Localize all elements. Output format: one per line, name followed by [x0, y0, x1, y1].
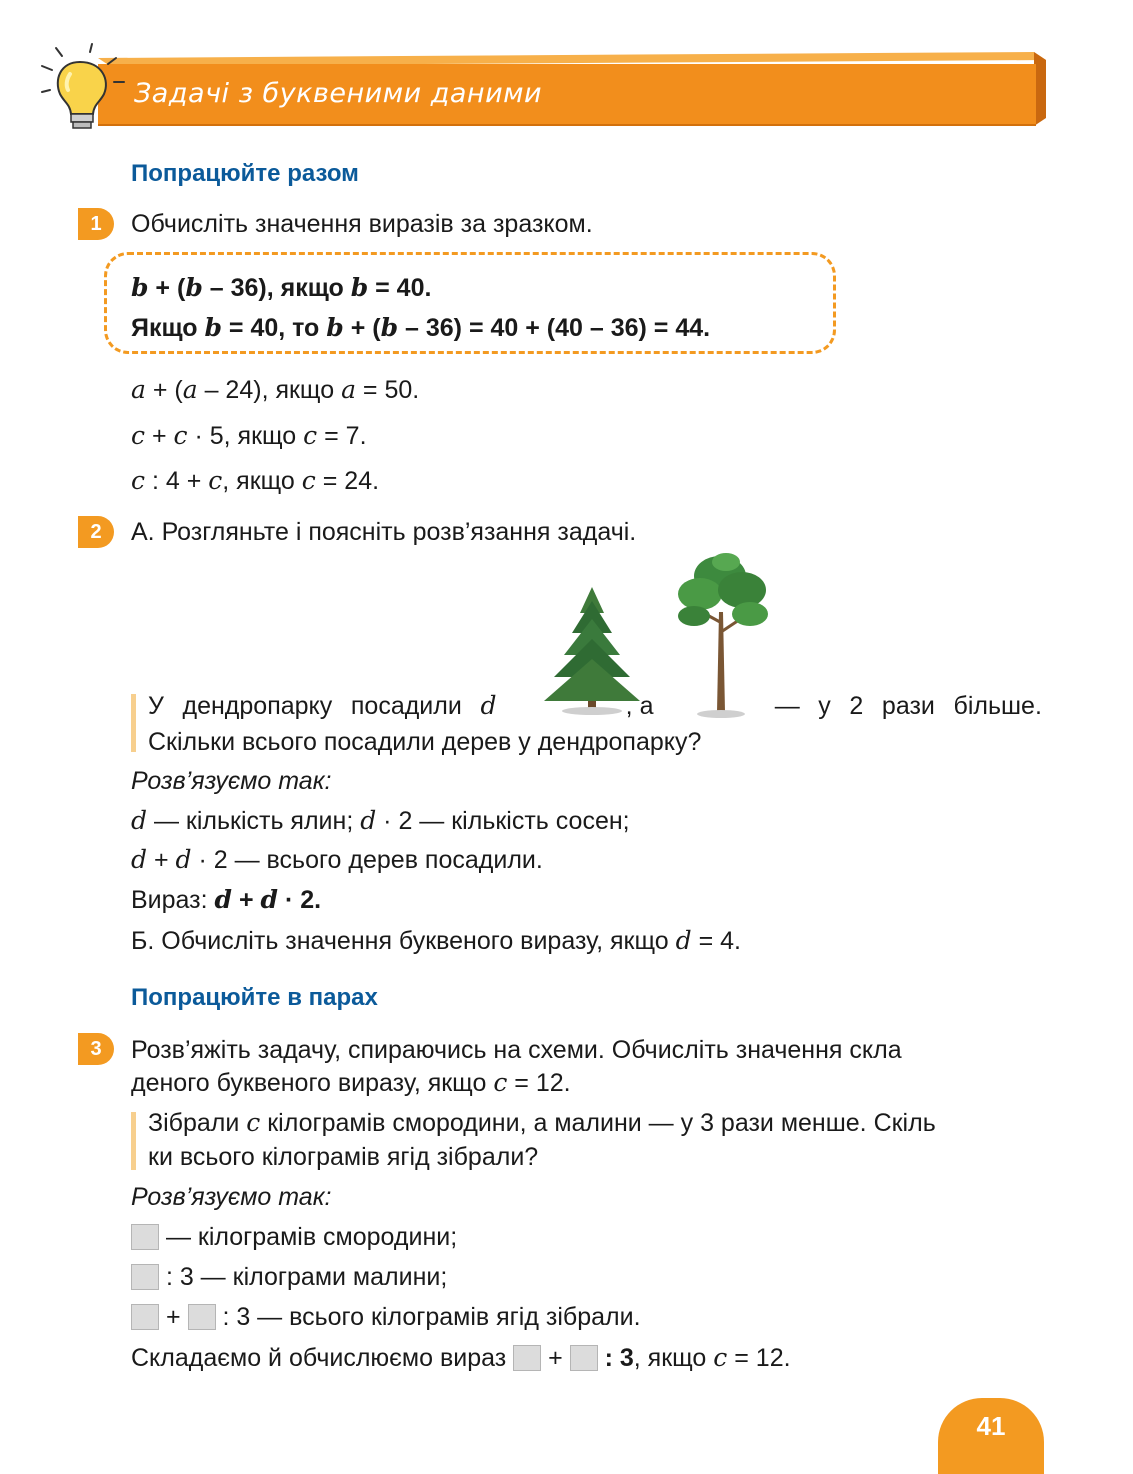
var-b: b: [326, 313, 344, 342]
task2-solve-label: Розв’язуємо так:: [131, 767, 332, 795]
blank-box[interactable]: [188, 1304, 216, 1330]
blank-box[interactable]: [131, 1264, 159, 1290]
blank-box[interactable]: [570, 1345, 598, 1371]
problem-side-bar: [131, 1112, 136, 1170]
var-b: b: [185, 273, 203, 302]
var-b: b: [350, 273, 369, 302]
chapter-title: Задачі з буквеними даними: [134, 78, 543, 109]
page-number: 41: [938, 1398, 1044, 1474]
task3-instruction-line-2: деного буквеного виразу, якщо c = 12.: [131, 1068, 571, 1097]
task3-problem-line-1: Зібрали c кілограмів смородини, а малини — у 3 рази менше. Скіль: [148, 1108, 936, 1137]
section-heading-pairs: Попрацюйте в парах: [131, 984, 378, 1011]
task3-step-3: + : 3 — всього кілограмів ягід зібрали.: [131, 1302, 641, 1332]
blank-box[interactable]: [131, 1304, 159, 1330]
task1-item-2: c + c · 5, якщо c = 7.: [131, 421, 367, 450]
var-b: b: [380, 313, 399, 342]
task2-instruction: А. Розгляньте і поясніть розв’язання задачі.: [131, 518, 637, 546]
task3-final: Складаємо й обчислюємо вираз + : 3, якщо c = 12.: [131, 1343, 791, 1372]
section-heading-together: Попрацюйте разом: [131, 160, 359, 187]
task1-instruction: Обчисліть значення виразів за зразком.: [131, 210, 593, 238]
task-number-2: 2: [78, 516, 114, 548]
task3-solve-label: Розв’язуємо так:: [131, 1183, 332, 1211]
blank-box[interactable]: [131, 1224, 159, 1250]
var-b: b: [204, 313, 222, 342]
example-line-2: Якщо b = 40, то b + (b – 36) = 40 + (40 – 36) = 44.: [131, 313, 711, 342]
problem-side-bar: [131, 694, 136, 752]
task-number-1: 1: [78, 208, 114, 240]
task1-item-1: a + (a – 24), якщо a = 50.: [131, 375, 420, 404]
task3-step-2: : 3 — кілограми малини;: [131, 1262, 447, 1292]
task2-expression: Вираз: d + d · 2.: [131, 885, 322, 914]
task-number-3: 3: [78, 1033, 114, 1065]
blank-box[interactable]: [513, 1345, 541, 1371]
task2-step-2: d + d · 2 — всього дерев посадили.: [131, 845, 543, 874]
lightbulb-icon: [40, 42, 130, 134]
task2-part-b: Б. Обчисліть значення буквеного виразу, якщо d = 4.: [131, 926, 741, 955]
example-line-1: b + (b – 36), якщо b = 40.: [131, 273, 432, 302]
task2-problem-line-2: Скільки всього посадили дерев у дендропарку?: [148, 728, 702, 756]
task3-instruction-line-1: Розв’яжіть задачу, спираючись на схеми. Обчисліть значення скла: [131, 1036, 902, 1064]
task2-step-1: d — кількість ялин; d · 2 — кількість сосен;: [131, 806, 630, 835]
task3-step-1: — кілограмів смородини;: [131, 1222, 457, 1252]
chapter-banner: [98, 52, 1048, 126]
task2-problem-line-1: У дендропарку посадили d , а — у 2 рази більше.: [148, 691, 1042, 720]
var-b: b: [131, 273, 149, 302]
task3-problem-line-2: ки всього кілограмів ягід зібрали?: [148, 1143, 539, 1171]
task1-item-3: c : 4 + c, якщо c = 24.: [131, 466, 380, 495]
